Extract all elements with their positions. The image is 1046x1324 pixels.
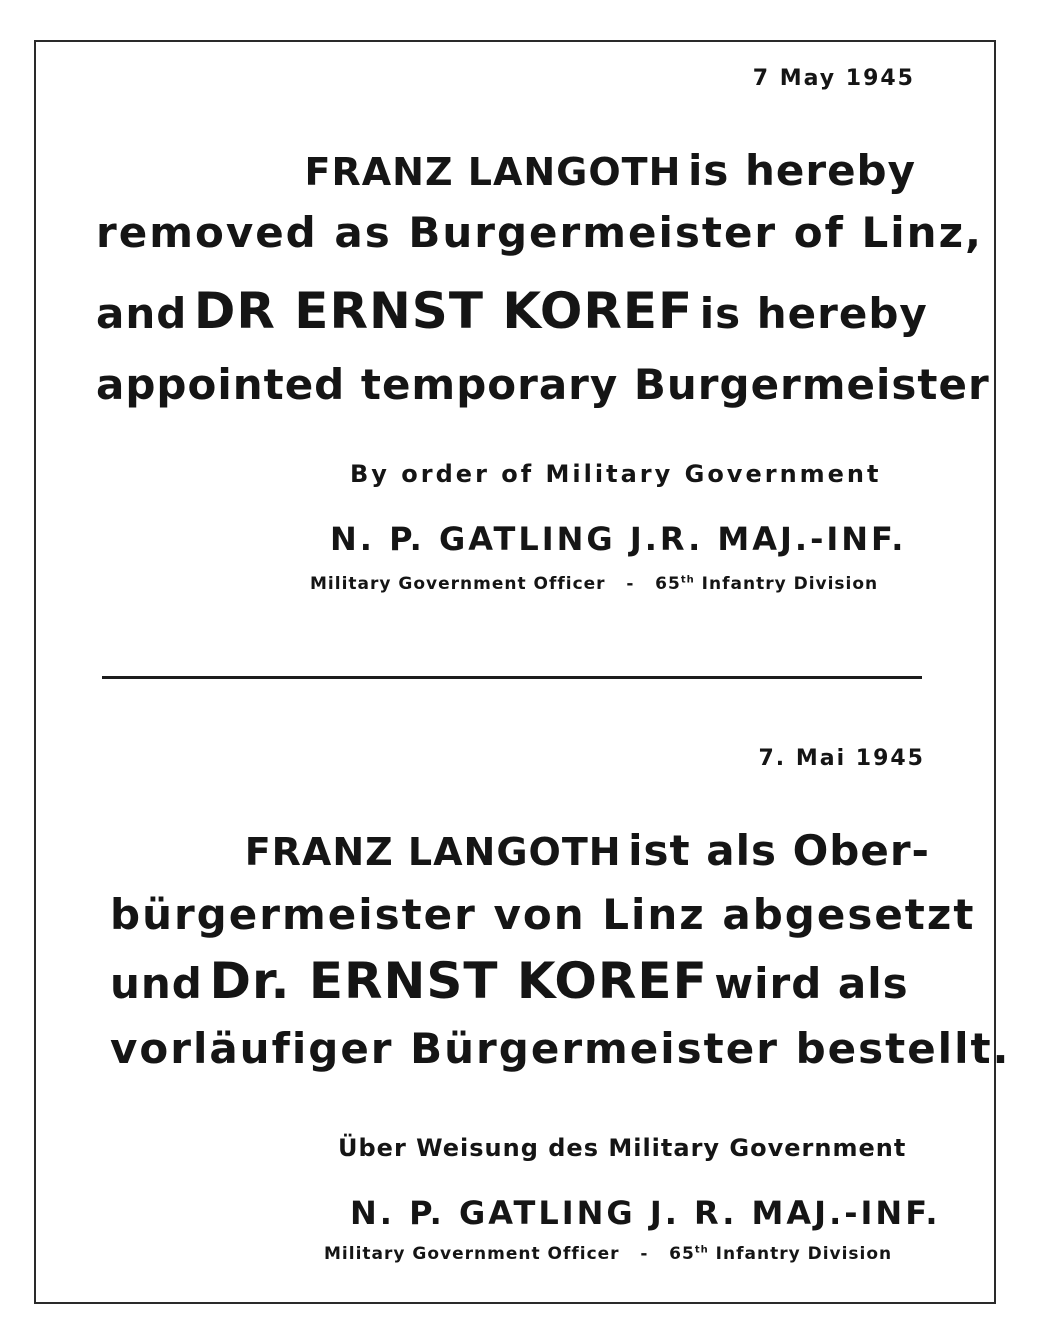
english-line-3 xyxy=(96,282,928,340)
german-division-name: Infantry Division xyxy=(715,1244,893,1264)
english-removed-name: FRANZ LANGOTH xyxy=(304,150,682,194)
english-by-order: By order of Military Government xyxy=(350,460,882,488)
english-line-1 xyxy=(96,146,916,195)
english-division-name: Infantry Division xyxy=(701,574,879,594)
german-by-order: Über Weisung des Military Government xyxy=(338,1134,907,1162)
german-date: 7. Mai 1945 xyxy=(758,746,925,771)
german-division-suffix: th xyxy=(694,1244,709,1256)
english-appointed-name: DR ERNST KOREF xyxy=(193,282,694,340)
english-line-2: removed as Burgermeister of Linz, xyxy=(96,208,983,257)
section-divider xyxy=(102,676,922,679)
german-removed-name: FRANZ LANGOTH xyxy=(244,830,622,874)
german-line-2: bürgermeister von Linz abgesetzt xyxy=(110,890,976,939)
german-officer-separator: - xyxy=(640,1244,649,1264)
german-line-1-rest: ist als Ober- xyxy=(628,826,930,875)
english-officer-title: Military Government Officer xyxy=(310,574,606,594)
english-line-3-rest: is hereby xyxy=(699,289,928,338)
english-signature: N. P. GATLING J.R. MAJ.-INF. xyxy=(330,520,907,558)
german-line-3 xyxy=(110,952,930,1010)
english-line-4: appointed temporary Burgermeister xyxy=(96,360,990,409)
german-signature: N. P. GATLING J. R. MAJ.-INF. xyxy=(350,1194,941,1232)
english-officer-line xyxy=(310,574,930,594)
german-appointed-name: Dr. ERNST KOREF xyxy=(209,952,708,1010)
english-line-1-rest: is hereby xyxy=(687,146,916,195)
german-line-3-rest: wird als xyxy=(714,959,909,1008)
english-officer-separator: - xyxy=(626,574,635,594)
german-line-3-und: und xyxy=(110,959,203,1008)
german-line-1 xyxy=(110,826,930,875)
english-date: 7 May 1945 xyxy=(752,66,915,91)
english-division-suffix: th xyxy=(680,574,695,586)
german-division-number: 65 xyxy=(669,1244,695,1264)
english-division-number: 65 xyxy=(655,574,681,594)
german-officer-line xyxy=(324,1244,944,1264)
german-line-4: vorläufiger Bürgermeister bestellt. xyxy=(110,1024,1011,1073)
german-officer-title: Military Government Officer xyxy=(324,1244,620,1264)
english-line-3-and: and xyxy=(96,289,188,338)
